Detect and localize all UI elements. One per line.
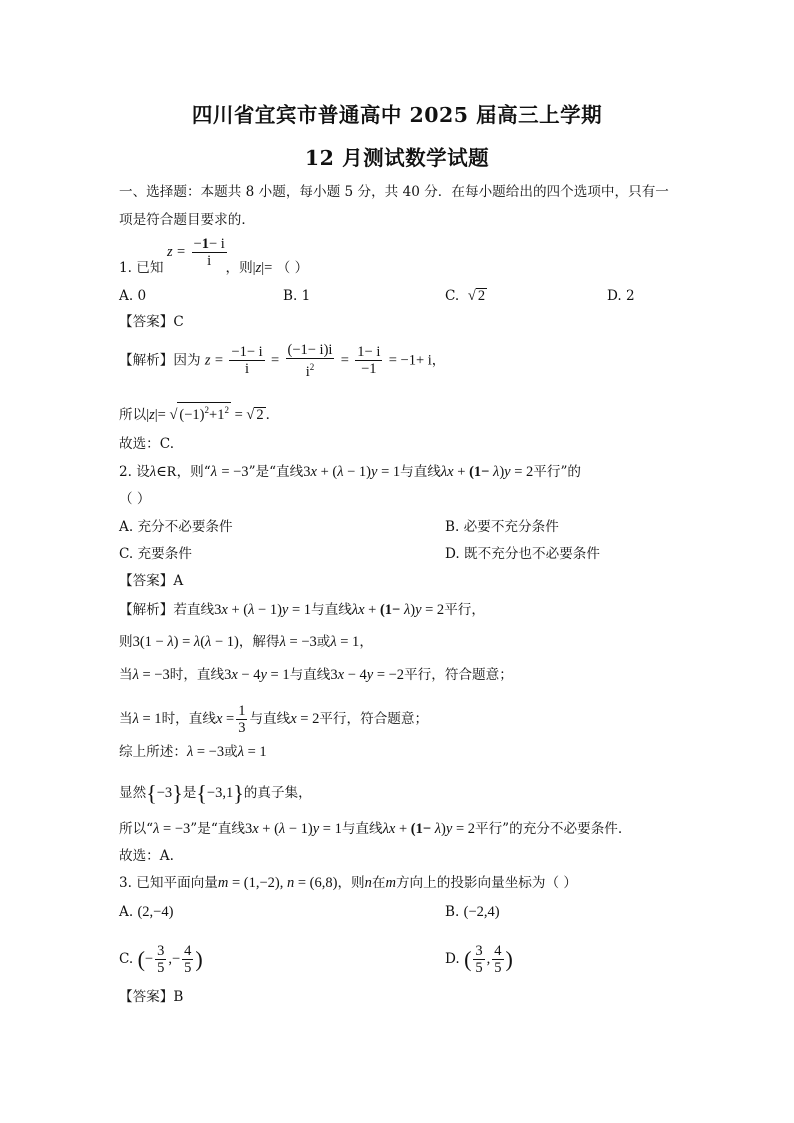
q2-analysis-line7: 所以“λ = −3”是“直线3x + (λ − 1)y = 1与直线λx + (1− λ)y = 2平行”的充分不必要条件. (119, 821, 623, 837)
q3-stem: 3. 已知平面向量m = (1,−2), n = (6,8)，则n在m方向上的投影向量坐标为（ ） (119, 875, 578, 891)
q2-answer: 【答案】A (119, 573, 184, 589)
q2-paren: （ ） (119, 491, 151, 507)
q1-analysis-line1: 【解析】因为 z = $\frac{-1- i}{i}$ = $\frac{(-1- i)i}{i^2}$ = $\frac{1- i}{-1}$ = −1+ i， (119, 342, 446, 380)
q1-stem: 1. 已知 ，则|z|= （ ） (119, 260, 309, 276)
q1-answer: 【答案】C (119, 314, 184, 330)
q2-analysis-line1: 【解析】若直线3x + (λ − 1)y = 1与直线λx + (1− λ)y = 2平行， (119, 602, 485, 618)
q1-formula: z = $\frac{-1- i}{i}$ (167, 236, 225, 269)
section-instructions-line1: 一、选择题：本题共 8 小题，每小题 5 分，共 40 分．在每小题给出的四个选项中，只有一 (119, 184, 669, 200)
q2-option-b: B. 必要不充分条件 (445, 519, 559, 535)
q3-option-c: C. (− $\frac{3}{5}$ ,− $\frac{4}{5}$ ) (119, 943, 203, 976)
q2-stem: 2. 设λ∈R，则“λ = −3”是“直线3x + (λ − 1)y = 1与直线λx + (1− λ)y = 2平行”的 (119, 464, 582, 480)
q1-option-a: A. 0 (119, 288, 147, 304)
q1-analysis-line2: 所以|z|= √ $(-1)^2+1^2$ = √ 2 ． (119, 402, 279, 424)
q2-analysis-line4: 当λ = 1时，直线x = $\frac{1}{3}$ 与直线x = 2平行，符合题意； (119, 703, 429, 736)
q3-option-a: A. (2,−4) (119, 904, 174, 920)
q1-option-d: D. 2 (607, 288, 635, 304)
page-title: 四川省宜宾市普通高中 2025 届高三上学期 (191, 103, 603, 127)
q2-conclusion: 故选：A. (119, 848, 174, 864)
q2-analysis-line2: 则3(1 − λ) = λ(λ − 1)，解得λ = −3或λ = 1， (119, 634, 373, 650)
page-subtitle: 12 月测试数学试题 (304, 146, 490, 170)
q2-analysis-line3: 当λ = −3时，直线3x − 4y = 1与直线3x − 4y = −2平行，符合题意； (119, 667, 513, 683)
q2-option-a: A. 充分不必要条件 (119, 519, 233, 535)
q1-option-c: C. √ 2 (445, 288, 486, 304)
q3-option-b: B. (−2,4) (445, 904, 500, 920)
q1-option-b: B. 1 (283, 288, 311, 304)
q3-option-d: D. ( $\frac{3}{5}$ , $\frac{4}{5}$ ) (445, 943, 513, 976)
q2-option-c: C. 充要条件 (119, 546, 192, 562)
q2-analysis-line6: 显然{−3}是{−3,1}的真子集， (119, 780, 312, 806)
q2-option-d: D. 既不充分也不必要条件 (445, 546, 600, 562)
q3-answer: 【答案】B (119, 989, 184, 1005)
q2-analysis-line5: 综上所述：λ = −3或λ = 1 (119, 744, 267, 760)
q1-conclusion: 故选：C. (119, 436, 175, 452)
section-instructions-line2: 项是符合题目要求的． (119, 212, 255, 228)
